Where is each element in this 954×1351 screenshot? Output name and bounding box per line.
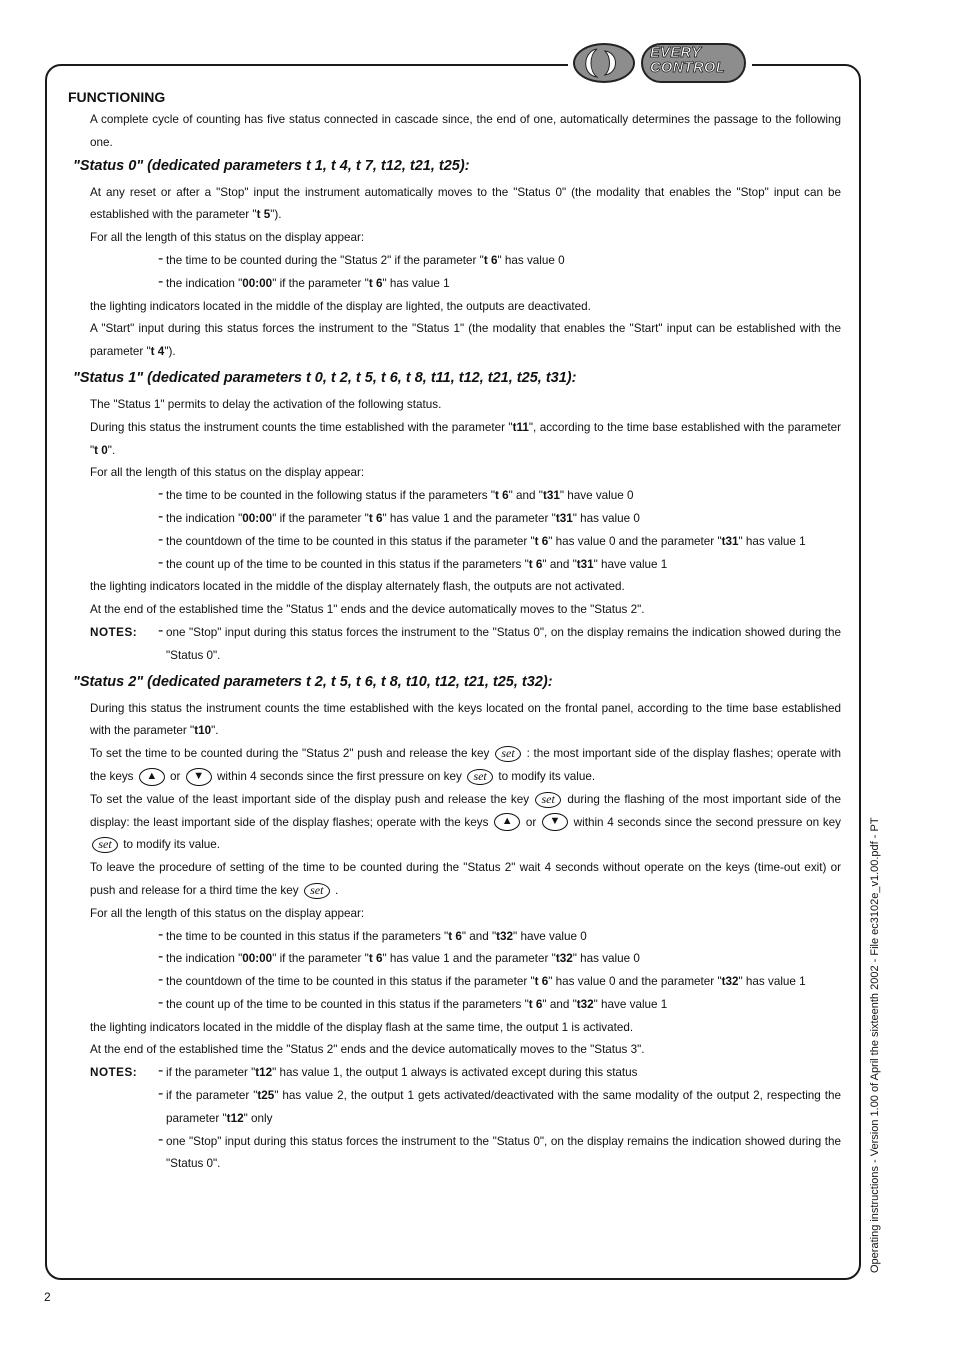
list-item: - one "Stop" input during this status forces the instrument to the "Status 0", on the display remains the indication showed during the "Status 0". [158,1130,841,1171]
list-item: - if the parameter "t25" has value 2, the output 1 gets activated/deactivated with the same modality of the output 2, respecting the parameter "t12" only [158,1085,842,1125]
list-item: - the time to be counted in the following status if the parameters "t 6" and "t31" have value 0 [158,485,634,503]
status2-paragraph-5: For all the length of this status on the display appear: [90,906,365,920]
status0-paragraph-1: At any reset or after a "Stop" input the instrument automatically moves to the "Status 0" (the modality that enables the "Stop" input can be established with the parameter "t 5"). [90,185,841,222]
notes-label: NOTES: [90,625,138,639]
set-key-icon: set [304,883,330,899]
status1-title: "Status 1" (dedicated parameters t 0, t 2, t 5, t 6, t 8, t11, t12, t21, t25, t31): [73,369,577,386]
status1-paragraph-3: For all the length of this status on the display appear: [90,466,365,480]
status2-notes [68,1062,841,1176]
status1-list [68,485,841,576]
intro-paragraph: A complete cycle of counting has five status connected in cascade since, the end of one, automatically determines the passage to the following one. [90,113,841,149]
status2-paragraph-4: To leave the procedure of setting of the time to be counted during the "Status 2" wait 4 seconds without operate on the keys (time-out exit) or push and release for a third time the key set . [90,861,841,897]
status1-notes [68,622,841,668]
list-item: - the indication "00:00" if the parameter "t 6" has value 1 [158,272,450,290]
notes-label: NOTES: [90,1066,138,1080]
status2-list [68,926,841,1017]
set-key-icon: set [467,769,493,785]
down-key-icon: ▼ [186,768,212,786]
list-item: - the countdown of the time to be counted in this status if the parameter "t 6" has value 0 and the parameter "t31" has value 1 [158,530,806,548]
up-key-icon: ▲ [494,813,520,831]
status1-paragraph-5: At the end of the established time the "Status 1" ends and the device automatically moves to the "Status 2". [90,603,645,617]
side-footer-text: Operating instructions - Version 1.00 of April the sixteenth 2002 - File ec3102e_v1.00.pdf - PT [869,817,881,1273]
logo-swirl-icon [573,43,635,83]
status1-paragraph-4: the lighting indicators located in the middle of the display alternately flash, the outputs are not activated. [90,580,625,594]
list-item: - one "Stop" input during this status forces the instrument to the "Status 0", on the display remains the indication showed during the "Status 0". [158,621,841,662]
list-item: - the count up of the time to be counted in this status if the parameters "t 6" and "t32" have value 1 [158,993,668,1011]
list-item: - the indication "00:00" if the parameter "t 6" has value 1 and the parameter "t32" has value 0 [158,948,640,966]
list-item: - the count up of the time to be counted in this status if the parameters "t 6" and "t31" have value 1 [158,553,668,571]
set-key-icon: set [495,746,521,762]
list-item: - the indication "00:00" if the parameter "t 6" has value 1 and the parameter "t31" has value 0 [158,507,640,525]
status1-paragraph-2: During this status the instrument counts the time established with the parameter "t11", according to the time base established with the parameter "t 0". [90,420,841,457]
up-key-icon: ▲ [139,768,165,786]
status0-paragraph-4: A "Start" input during this status forces the instrument to the "Status 1" (the modality that enables the "Start" input can be established with the parameter "t 4"). [90,322,841,359]
status0-paragraph-2: For all the length of this status on the display appear: [90,231,365,245]
logo-line-2: CONTROL [650,60,726,76]
status0-list [68,250,841,296]
list-item: - the countdown of the time to be counted in this status if the parameter "t 6" has value 0 and the parameter "t32" has value 1 [158,971,806,989]
status2-paragraph-7: At the end of the established time the "Status 2" ends and the device automatically moves to the "Status 3". [90,1043,645,1057]
page-number: 2 [44,1290,51,1304]
set-key-icon: set [92,837,118,853]
status2-paragraph-1: During this status the instrument counts the time established with the keys located on the frontal panel, according to the time base established with the parameter "t10". [90,701,841,738]
list-item: - if the parameter "t12" has value 1, the output 1 always is activated except during this status [158,1062,638,1080]
status1-paragraph-1: The "Status 1" permits to delay the activation of the following status. [90,397,442,411]
status2-title: "Status 2" (dedicated parameters t 2, t 5, t 6, t 8, t10, t12, t21, t25, t32): [73,673,553,690]
down-key-icon: ▼ [542,813,568,831]
list-item: - the time to be counted in this status if the parameters "t 6" and "t32" have value 0 [158,925,587,943]
set-key-icon: set [535,792,561,808]
status2-paragraph-2: To set the time to be counted during the "Status 2" push and release the key set : the most important side of the display flashes; operate with the keys ▲ or ▼ within 4 seconds since the first pressure on key set to modify its value. [68,743,841,789]
list-item: - the time to be counted during the "Status 2" if the parameter "t 6" has value 0 [158,249,565,267]
status0-paragraph-3: the lighting indicators located in the middle of the display are lighted, the outputs are deactivated. [90,299,591,313]
page-title: FUNCTIONING [68,89,166,105]
status0-title: "Status 0" (dedicated parameters t 1, t 4, t 7, t12, t21, t25): [73,157,470,174]
logo-line-1: EVERY [650,45,702,61]
document-body [68,84,841,1176]
logo-text [650,46,725,76]
status2-paragraph-3: To set the value of the least important side of the display push and release the key set during the flashing of the most important side of the display: the least important side of the display flashes; operate with the keys ▲ or ▼ within 4 seconds since the second pressure on key set to modify its value. [90,791,842,852]
status2-paragraph-6: the lighting indicators located in the middle of the display flash at the same time, the output 1 is activated. [90,1020,634,1034]
